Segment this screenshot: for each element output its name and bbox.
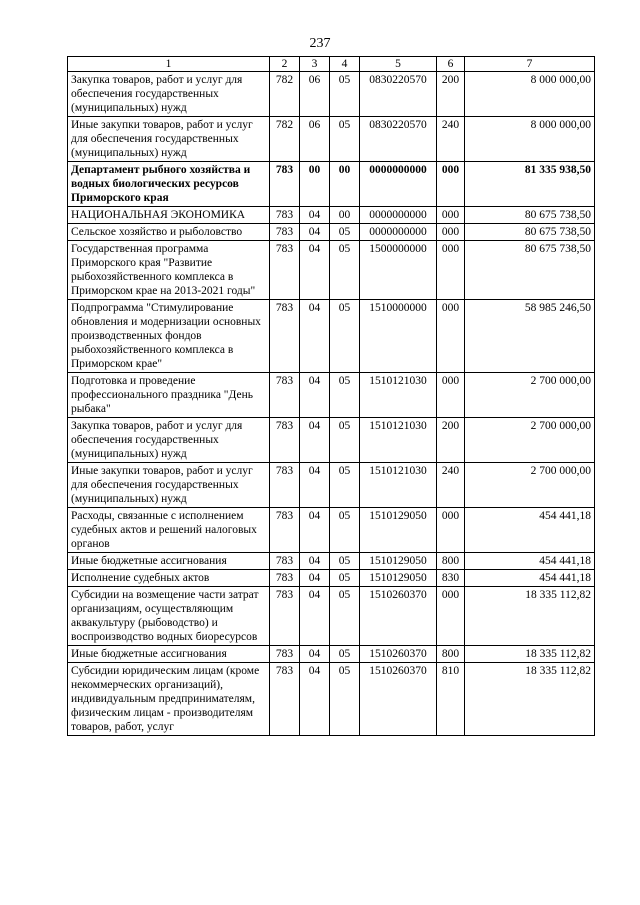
row-amount: 80 675 738,50 <box>465 207 595 224</box>
row-amount: 58 985 246,50 <box>465 300 595 373</box>
table-body <box>68 72 595 736</box>
row-subsection-code: 05 <box>330 570 360 587</box>
row-target-article-code: 0000000000 <box>360 207 437 224</box>
row-ved-code: 783 <box>270 300 300 373</box>
row-ved-code: 783 <box>270 373 300 418</box>
row-ved-code: 783 <box>270 646 300 663</box>
table-row <box>68 117 595 162</box>
row-target-article-code: 1510000000 <box>360 300 437 373</box>
row-name: Сельское хозяйство и рыболовство <box>68 224 270 241</box>
row-section-code: 06 <box>300 117 330 162</box>
row-amount: 454 441,18 <box>465 570 595 587</box>
row-ved-code: 783 <box>270 553 300 570</box>
row-section-code: 04 <box>300 463 330 508</box>
row-subsection-code: 05 <box>330 300 360 373</box>
table-row <box>68 663 595 736</box>
row-amount: 8 000 000,00 <box>465 117 595 162</box>
row-target-article-code: 0000000000 <box>360 224 437 241</box>
table-row <box>68 207 595 224</box>
row-target-article-code: 0830220570 <box>360 72 437 117</box>
table-row <box>68 224 595 241</box>
row-amount: 2 700 000,00 <box>465 373 595 418</box>
row-target-article-code: 0000000000 <box>360 162 437 207</box>
row-name: Иные закупки товаров, работ и услуг для обеспечения государственных (муниципальных) нужд <box>68 463 270 508</box>
row-name: Субсидии на возмещение части затрат организациям, осуществляющим аквакультуру (рыбоводство) и воспроизводство водных биоресурсов <box>68 587 270 646</box>
row-subsection-code: 05 <box>330 241 360 300</box>
column-header: 6 <box>437 57 465 72</box>
row-expense-type-code: 000 <box>437 587 465 646</box>
row-target-article-code: 1510129050 <box>360 508 437 553</box>
row-name: Департамент рыбного хозяйства и водных биологических ресурсов Приморского края <box>68 162 270 207</box>
row-expense-type-code: 810 <box>437 663 465 736</box>
row-expense-type-code: 800 <box>437 553 465 570</box>
row-name: Подготовка и проведение профессионального праздника "День рыбака" <box>68 373 270 418</box>
row-section-code: 04 <box>300 646 330 663</box>
row-subsection-code: 05 <box>330 646 360 663</box>
column-header: 3 <box>300 57 330 72</box>
row-target-article-code: 1500000000 <box>360 241 437 300</box>
row-section-code: 04 <box>300 300 330 373</box>
table-row <box>68 373 595 418</box>
table-row <box>68 241 595 300</box>
row-ved-code: 782 <box>270 72 300 117</box>
table-header-row <box>68 57 595 72</box>
page-number: 237 <box>309 36 331 51</box>
row-amount: 18 335 112,82 <box>465 663 595 736</box>
row-subsection-code: 00 <box>330 162 360 207</box>
row-name: НАЦИОНАЛЬНАЯ ЭКОНОМИКА <box>68 207 270 224</box>
row-name: Закупка товаров, работ и услуг для обеспечения государственных (муниципальных) нужд <box>68 72 270 117</box>
table-row <box>68 72 595 117</box>
row-target-article-code: 1510121030 <box>360 418 437 463</box>
row-ved-code: 783 <box>270 570 300 587</box>
column-header: 7 <box>465 57 595 72</box>
column-header: 5 <box>360 57 437 72</box>
row-expense-type-code: 000 <box>437 373 465 418</box>
row-amount: 80 675 738,50 <box>465 241 595 300</box>
row-subsection-code: 05 <box>330 224 360 241</box>
row-section-code: 04 <box>300 553 330 570</box>
row-expense-type-code: 000 <box>437 162 465 207</box>
row-amount: 8 000 000,00 <box>465 72 595 117</box>
row-target-article-code: 1510260370 <box>360 646 437 663</box>
row-expense-type-code: 000 <box>437 508 465 553</box>
row-amount: 454 441,18 <box>465 508 595 553</box>
column-header: 2 <box>270 57 300 72</box>
row-name: Иные закупки товаров, работ и услуг для обеспечения государственных (муниципальных) нужд <box>68 117 270 162</box>
row-amount: 18 335 112,82 <box>465 587 595 646</box>
row-ved-code: 783 <box>270 207 300 224</box>
row-name: Подпрограмма "Стимулирование обновления и модернизации основных производственных фондов рыбохозяйственного комплекса в Приморском крае" <box>68 300 270 373</box>
row-amount: 454 441,18 <box>465 553 595 570</box>
row-name: Иные бюджетные ассигнования <box>68 646 270 663</box>
row-subsection-code: 05 <box>330 373 360 418</box>
row-expense-type-code: 000 <box>437 241 465 300</box>
row-section-code: 04 <box>300 418 330 463</box>
row-expense-type-code: 000 <box>437 207 465 224</box>
row-expense-type-code: 200 <box>437 418 465 463</box>
table-row <box>68 553 595 570</box>
row-subsection-code: 05 <box>330 587 360 646</box>
row-section-code: 04 <box>300 570 330 587</box>
row-ved-code: 783 <box>270 224 300 241</box>
row-section-code: 04 <box>300 373 330 418</box>
row-ved-code: 783 <box>270 463 300 508</box>
row-ved-code: 782 <box>270 117 300 162</box>
row-ved-code: 783 <box>270 587 300 646</box>
row-expense-type-code: 830 <box>437 570 465 587</box>
table-row <box>68 162 595 207</box>
row-target-article-code: 0830220570 <box>360 117 437 162</box>
row-subsection-code: 05 <box>330 508 360 553</box>
row-subsection-code: 05 <box>330 117 360 162</box>
row-name: Закупка товаров, работ и услуг для обеспечения государственных (муниципальных) нужд <box>68 418 270 463</box>
row-name: Исполнение судебных актов <box>68 570 270 587</box>
row-amount: 2 700 000,00 <box>465 418 595 463</box>
row-name: Иные бюджетные ассигнования <box>68 553 270 570</box>
row-section-code: 04 <box>300 663 330 736</box>
row-section-code: 00 <box>300 162 330 207</box>
row-ved-code: 783 <box>270 241 300 300</box>
row-target-article-code: 1510121030 <box>360 373 437 418</box>
row-ved-code: 783 <box>270 162 300 207</box>
row-expense-type-code: 240 <box>437 117 465 162</box>
row-subsection-code: 05 <box>330 553 360 570</box>
row-expense-type-code: 240 <box>437 463 465 508</box>
row-expense-type-code: 200 <box>437 72 465 117</box>
row-amount: 2 700 000,00 <box>465 463 595 508</box>
row-section-code: 04 <box>300 207 330 224</box>
row-target-article-code: 1510129050 <box>360 570 437 587</box>
row-target-article-code: 1510121030 <box>360 463 437 508</box>
row-target-article-code: 1510129050 <box>360 553 437 570</box>
row-subsection-code: 00 <box>330 207 360 224</box>
row-amount: 80 675 738,50 <box>465 224 595 241</box>
row-expense-type-code: 000 <box>437 300 465 373</box>
row-subsection-code: 05 <box>330 72 360 117</box>
row-subsection-code: 05 <box>330 418 360 463</box>
row-ved-code: 783 <box>270 508 300 553</box>
table-row <box>68 570 595 587</box>
row-ved-code: 783 <box>270 418 300 463</box>
row-target-article-code: 1510260370 <box>360 587 437 646</box>
table-row <box>68 300 595 373</box>
row-section-code: 04 <box>300 508 330 553</box>
row-target-article-code: 1510260370 <box>360 663 437 736</box>
row-expense-type-code: 800 <box>437 646 465 663</box>
row-subsection-code: 05 <box>330 463 360 508</box>
row-amount: 81 335 938,50 <box>465 162 595 207</box>
row-amount: 18 335 112,82 <box>465 646 595 663</box>
table-row <box>68 418 595 463</box>
row-section-code: 04 <box>300 224 330 241</box>
row-name: Государственная программа Приморского края "Развитие рыбохозяйственного комплекса в Приморском крае на 2013-2021 годы" <box>68 241 270 300</box>
row-section-code: 06 <box>300 72 330 117</box>
row-section-code: 04 <box>300 587 330 646</box>
table-row <box>68 463 595 508</box>
table-row <box>68 646 595 663</box>
row-subsection-code: 05 <box>330 663 360 736</box>
column-header: 4 <box>330 57 360 72</box>
row-ved-code: 783 <box>270 663 300 736</box>
row-section-code: 04 <box>300 241 330 300</box>
budget-table <box>67 56 595 736</box>
row-expense-type-code: 000 <box>437 224 465 241</box>
table-row <box>68 587 595 646</box>
row-name: Субсидии юридическим лицам (кроме некоммерческих организаций), индивидуальным предпринимателям, физическим лицам - производителям товаров, работ, услуг <box>68 663 270 736</box>
row-name: Расходы, связанные с исполнением судебных актов и решений налоговых органов <box>68 508 270 553</box>
table-row <box>68 508 595 553</box>
column-header: 1 <box>68 57 270 72</box>
